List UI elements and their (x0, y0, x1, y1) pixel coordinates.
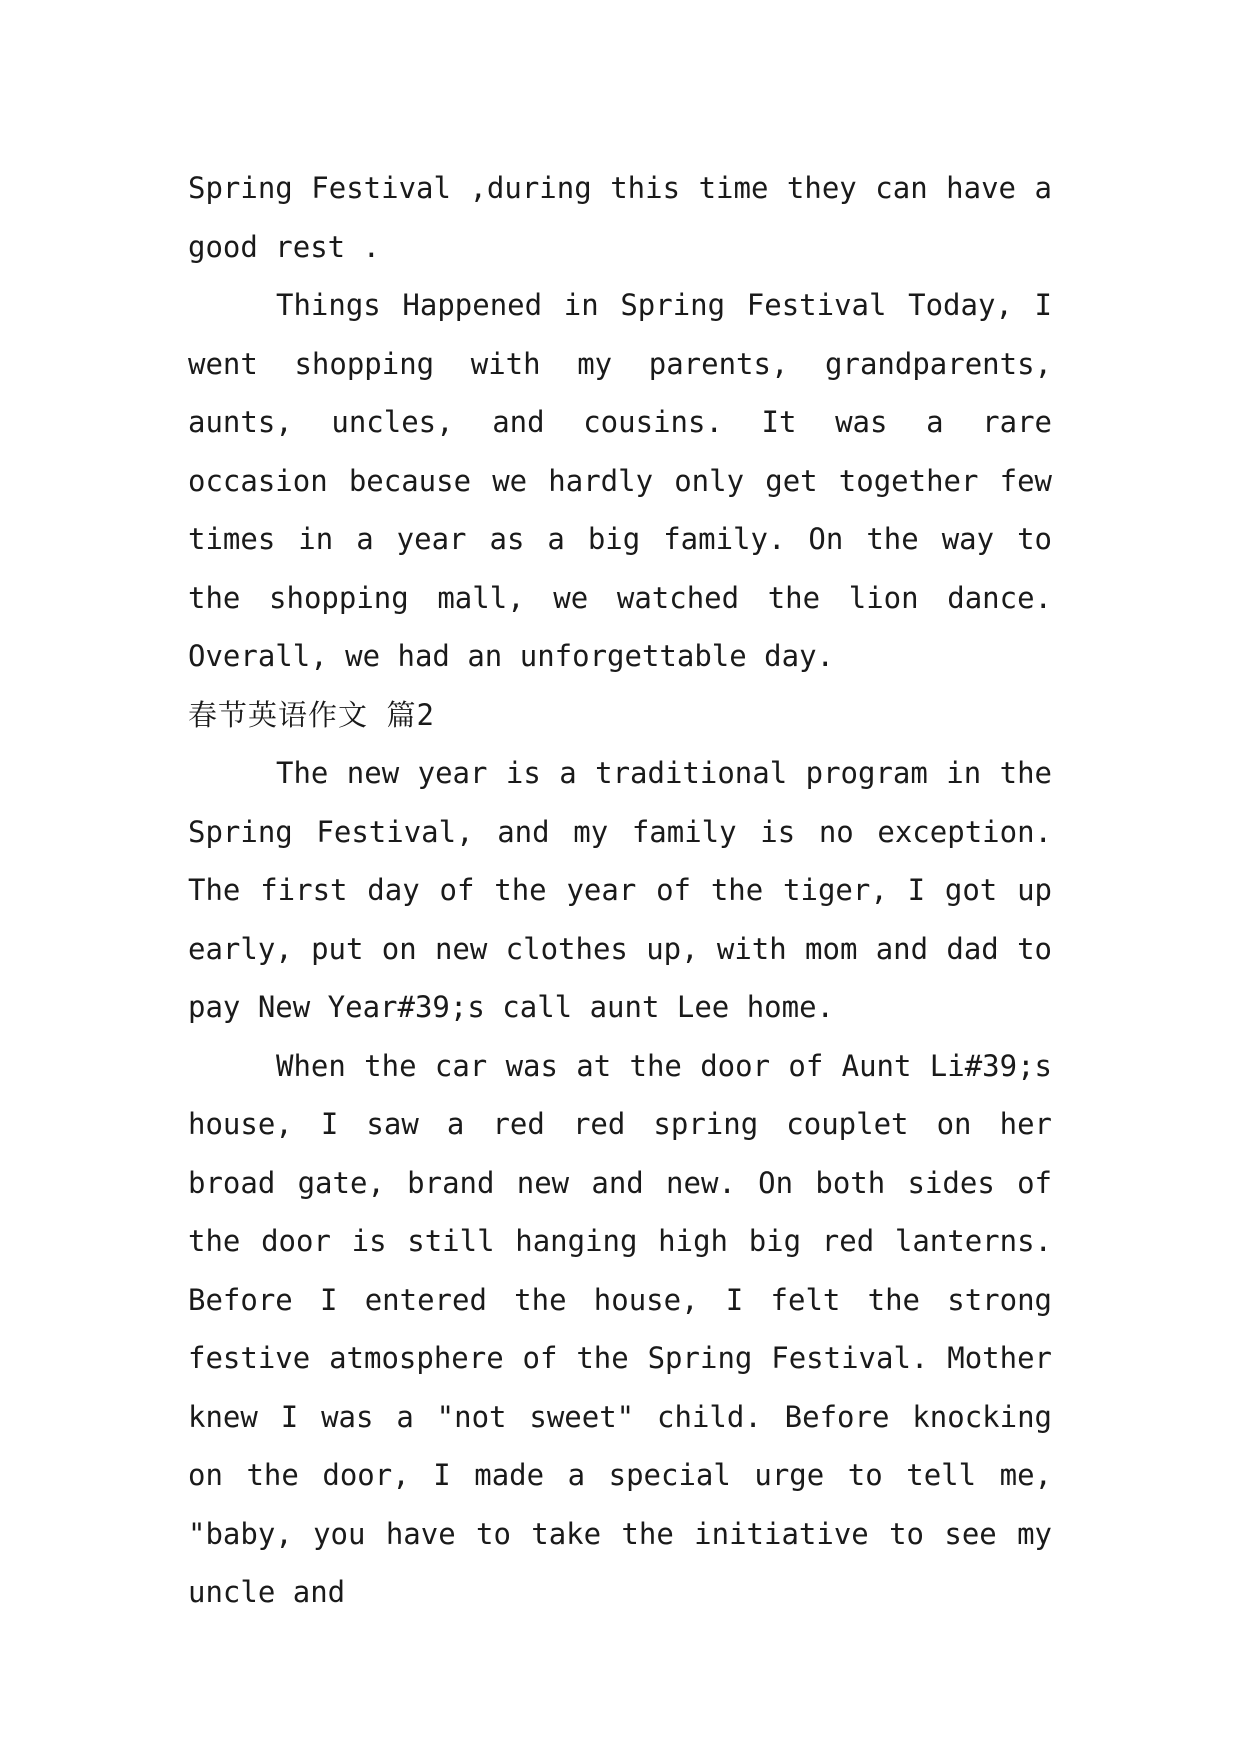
paragraph-new-year-visit: The new year is a traditional program in the Spring Festival, and my family is no exception. The first day of the year of the tiger, I got up early, put on new clothes up, with mom and dad to pay New Year#39;s call aunt Lee home. (188, 756, 1052, 1024)
section-heading: 春节英语作文 篇2 (188, 697, 435, 732)
paragraph-spring-festival-day: Things Happened in Spring Festival Today, I went shopping with my parents, grandparents, aunts, uncles, and cousins. It was a rare occasion because we hardly only get together few times in a year as a big family. On the way to the shopping mall, we watched the lion dance. Overall, we had an unforgettable day. (188, 288, 1052, 673)
document-page (188, 159, 1052, 1622)
paragraph-continuation: Spring Festival ,during this time they can have a good rest . (188, 171, 1052, 264)
paragraph-aunt-li-house: When the car was at the door of Aunt Li#39;s house, I saw a red red spring couplet on her broad gate, brand new and new. On both sides of the door is still hanging high big red lanterns. Before I entered the house, I felt the strong festive atmosphere of the Spring Festival. Mother knew I was a "not sweet" child. Before knocking on the door, I made a special urge to tell me, "baby, you have to take the initiative to see my uncle and (188, 1048, 1052, 1609)
